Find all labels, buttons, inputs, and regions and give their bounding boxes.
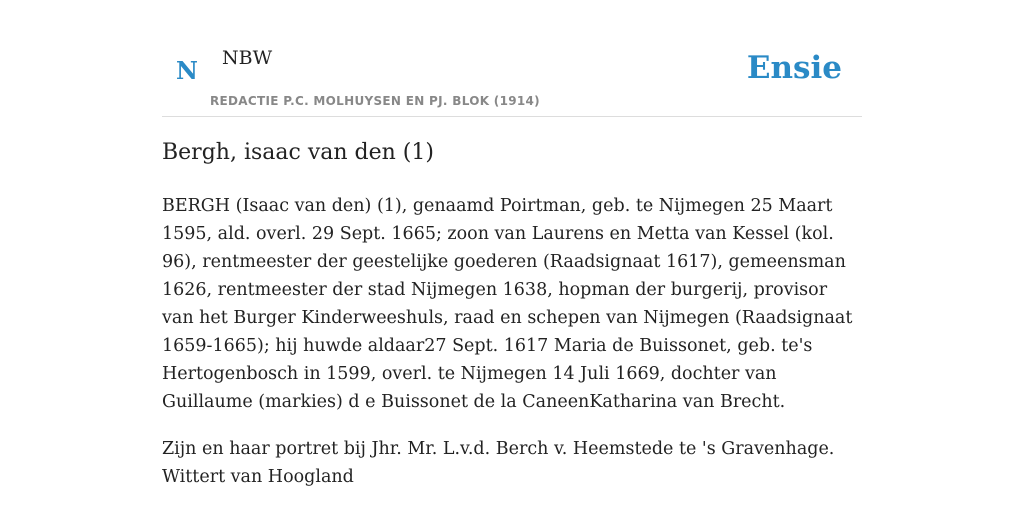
page-header [162,0,862,117]
source-subtitle: REDACTIE P.C. MOLHUYSEN EN PJ. BLOK (1914) [210,94,540,108]
article-title: Bergh, isaac van den (1) [162,140,434,165]
ensie-brand-logo[interactable]: Ensie [746,50,842,86]
article-paragraph: BERGH (Isaac van den) (1), genaamd Poirtman, geb. te Nijmegen 25 Maart 1595, ald. overl. 29 Sept. 1665; zoon van Laurens en Metta van Kessel (kol. 96), rentmeester der geestelijke goederen (Raadsignaat 1617), gemeensman 1626, rentmeester der stad Nijmegen 1638, hopman der burgerij, provisor van het Burger Kinderweeshuls, raad en schepen van Nijmegen (Raadsignaat 1659-1665); hij huwde aldaar27 Sept. 1617 Maria de Buissonet, geb. te's Hertogenbosch in 1599, overl. te Nijmegen 14 Juli 1669, dochter van Guillaume (markies) d e Buissonet de la CaneenKatharina van Brecht. [162,196,853,412]
article-body [162,192,864,510]
article-paragraph: Zijn en haar portret bij Jhr. Mr. L.v.d. Berch v. Heemstede te 's Gravenhage. Wittert van Hoogland [162,439,835,487]
source-logo-link[interactable]: N [176,56,198,85]
source-name: NBW [222,47,273,69]
